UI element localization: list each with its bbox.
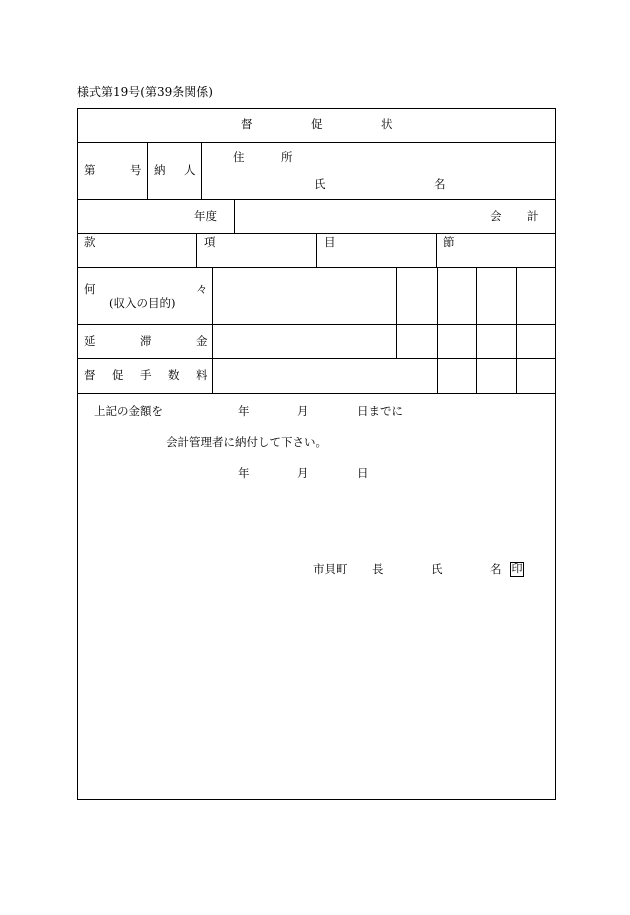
address-label-1: 住 <box>233 150 245 164</box>
divider-amount-4 <box>516 267 517 393</box>
border-top <box>77 108 556 109</box>
moku-label: 目 <box>324 235 336 249</box>
divider-account-1 <box>196 233 197 267</box>
signature-shi: 氏 <box>431 562 443 576</box>
demand-fee-char-3: 手 <box>140 368 152 382</box>
account-label-kei: 計 <box>527 209 539 223</box>
late-fee-char-2: 滞 <box>140 334 152 348</box>
demand-fee-char-1: 督 <box>84 368 96 382</box>
setsu-label: 節 <box>443 235 455 249</box>
purpose-label-noma: 々 <box>196 282 208 296</box>
issue-date-day: 日 <box>357 466 369 480</box>
border-right <box>555 108 556 800</box>
late-fee-char-3: 金 <box>196 334 208 348</box>
payer-label-nou: 納 <box>154 163 166 177</box>
purpose-sublabel: (収入の目的) <box>109 296 176 310</box>
purpose-label-nani: 何 <box>84 282 96 296</box>
divider-account-3 <box>436 233 437 267</box>
signature-mei: 名 <box>490 562 502 576</box>
kou-label: 項 <box>204 235 216 249</box>
name-label-2: 名 <box>434 177 446 191</box>
number-go: 号 <box>130 163 142 177</box>
form-label: 様式第19号(第39条関係) <box>77 85 213 99</box>
deadline-month: 月 <box>297 404 309 418</box>
border-left <box>77 108 78 800</box>
divider-payer-1 <box>147 142 148 199</box>
divider-amount-1 <box>396 267 397 358</box>
demand-fee-char-4: 数 <box>168 368 180 382</box>
title-char-1: 督 <box>241 117 253 131</box>
divider-row-5 <box>77 324 556 325</box>
account-label-kai: 会 <box>490 209 502 223</box>
divider-row-1 <box>77 142 556 143</box>
deadline-year: 年 <box>238 404 250 418</box>
notice-line-1: 上記の金額を <box>94 404 163 418</box>
deadline-day: 日までに <box>357 404 403 418</box>
payer-label-nin: 人 <box>184 163 196 177</box>
divider-payer-2 <box>201 142 202 199</box>
title-char-3: 状 <box>381 117 393 131</box>
demand-fee-char-2: 促 <box>112 368 124 382</box>
number-dai: 第 <box>84 163 96 177</box>
divider-row-4 <box>77 267 556 268</box>
seal-mark: 印 <box>511 562 523 575</box>
divider-amount-label <box>212 267 213 393</box>
title-char-2: 促 <box>311 117 323 131</box>
divider-row-7 <box>77 393 556 394</box>
address-label-2: 所 <box>281 150 293 164</box>
demand-fee-char-5: 料 <box>196 368 208 382</box>
late-fee-char-1: 延 <box>84 334 96 348</box>
divider-amount-3 <box>476 267 477 393</box>
fiscal-year-label: 年度 <box>194 209 217 223</box>
divider-row-6 <box>77 358 556 359</box>
signature-office: 市貝町 <box>313 562 348 576</box>
issue-date-month: 月 <box>297 466 309 480</box>
kan-label: 款 <box>84 235 96 249</box>
name-label-1: 氏 <box>314 177 326 191</box>
divider-row-2 <box>77 199 556 200</box>
signature-chou: 長 <box>372 562 384 576</box>
divider-year <box>234 199 235 233</box>
border-bottom <box>77 799 556 800</box>
divider-account-2 <box>316 233 317 267</box>
notice-line-2: 会計管理者に納付して下さい。 <box>166 435 327 449</box>
divider-amount-2 <box>437 267 438 393</box>
issue-date-year: 年 <box>238 466 250 480</box>
